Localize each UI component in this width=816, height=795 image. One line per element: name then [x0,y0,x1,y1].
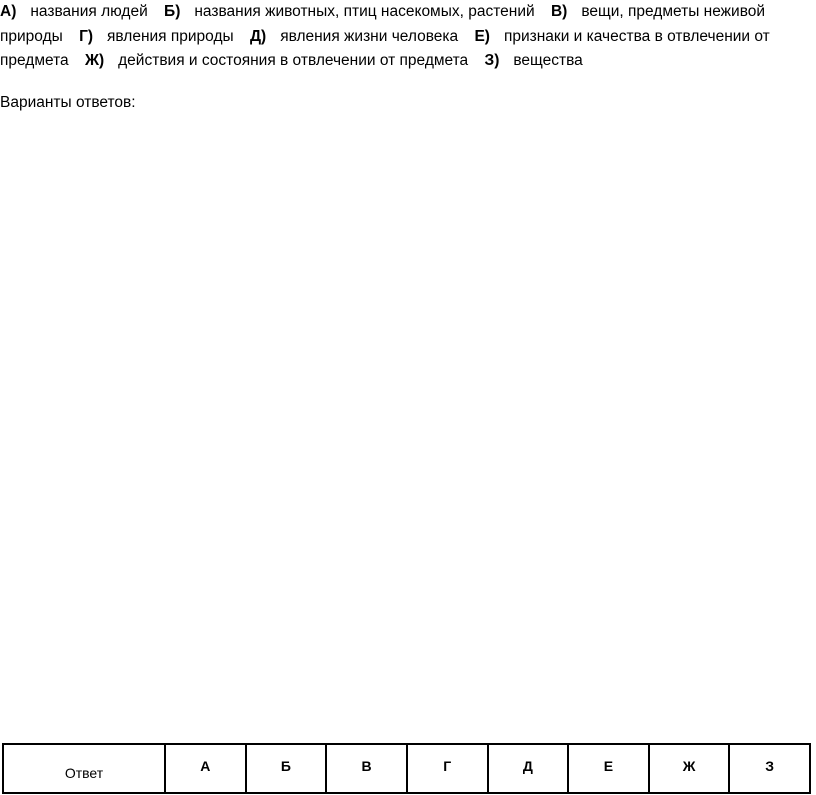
option-item [0,3,160,20]
option-text: вещи, предметы неживой природы [0,3,766,45]
option-item [85,52,480,69]
option-text: явления природы [107,27,234,45]
answer-cell-b[interactable]: Б [246,744,327,793]
variants-label: Варианты ответов: [0,94,136,111]
option-text: названия животных, птиц насекомых, растений [194,3,535,20]
answer-cell-d[interactable]: Д [488,744,569,793]
option-letter: Ж) [84,52,105,69]
answer-cell-zh[interactable]: Ж [649,744,730,793]
answer-cell-v[interactable]: В [326,744,407,793]
options-list [0,0,800,74]
option-letter: Е) [474,27,490,45]
option-text: вещества [513,52,583,69]
answer-label: Ответ [3,744,165,793]
answer-cell-a[interactable]: А [165,744,246,793]
answer-cell-z[interactable]: З [729,744,810,793]
option-item [164,3,547,20]
option-text: названия людей [30,3,148,20]
option-item [79,28,246,45]
option-item [485,52,595,69]
option-letter: Б) [164,3,181,20]
answer-table [2,743,811,794]
option-letter: Д) [249,27,267,45]
option-text: действия и состояния в отвлечении от предмета [118,52,469,69]
option-text: признаки и качества в отвлечении от предмета [0,27,770,69]
option-letter: З) [484,52,500,69]
answer-cell-e[interactable]: Е [568,744,649,793]
option-item [250,28,470,45]
option-letter: Г) [79,27,94,45]
answer-cell-g[interactable]: Г [407,744,488,793]
option-letter: В) [550,3,568,20]
answer-row [3,744,810,793]
option-text: явления жизни человека [280,27,459,45]
option-letter: А) [0,3,17,20]
